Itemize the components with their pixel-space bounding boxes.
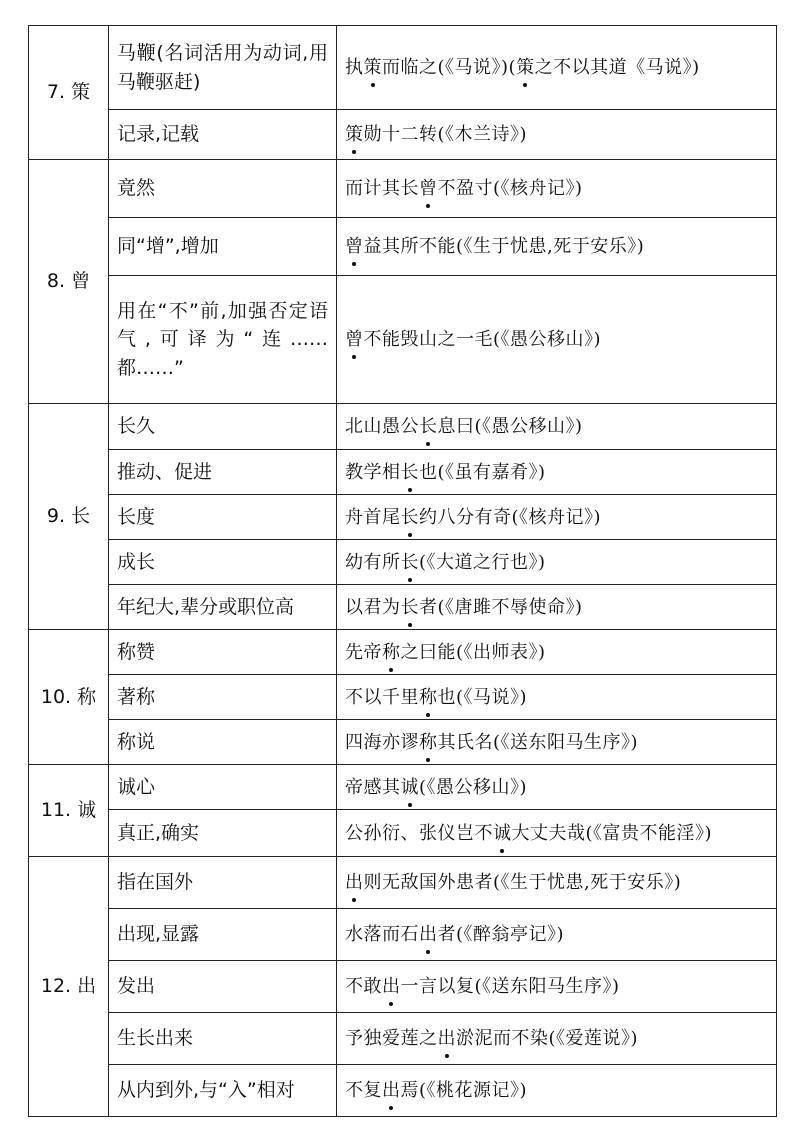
emphasized-character: 出	[419, 921, 438, 948]
example-cell	[337, 765, 777, 810]
example-cell	[337, 585, 777, 630]
example-text: (《大道之行也》)	[419, 551, 546, 573]
table-row	[29, 909, 777, 961]
emphasized-character: 长	[401, 459, 420, 486]
meaning-cell: 称赞	[109, 630, 337, 675]
example-text: 益其所不能(《生于忧患,死于安乐》)	[363, 236, 645, 257]
emphasized-character: 称	[419, 684, 438, 711]
example-text: 而临之(《马说》)(	[382, 57, 517, 78]
example-text: 则无敌国外患者(《生于忧患,死于安乐》)	[363, 872, 682, 893]
example-cell	[337, 26, 777, 110]
table-row	[29, 675, 777, 720]
headword-cell: 9. 长	[29, 404, 109, 630]
example-text: 约八分有奇(《核舟记》)	[419, 506, 602, 528]
table-row	[29, 961, 777, 1013]
example-cell	[337, 909, 777, 961]
emphasized-character: 出	[382, 973, 401, 1000]
headword-cell: 11. 诚	[29, 765, 109, 857]
emphasized-character: 长	[401, 594, 420, 621]
example-text: 予独爱莲之	[345, 1028, 438, 1049]
example-cell	[337, 675, 777, 720]
example-text: 水落而石	[345, 924, 419, 945]
table-row	[29, 1065, 777, 1117]
example-cell	[337, 218, 777, 276]
meaning-cell: 指在国外	[109, 857, 337, 909]
meaning-cell: 推动、促进	[109, 450, 337, 495]
example-text: 以君为	[345, 596, 401, 618]
meaning-cell: 长久	[109, 404, 337, 450]
example-cell	[337, 160, 777, 218]
example-cell	[337, 276, 777, 404]
table-row	[29, 540, 777, 585]
meaning-cell: 竟然	[109, 160, 337, 218]
example-text: 不以千里	[345, 686, 419, 708]
example-text: 而计其长	[345, 178, 419, 199]
table-row	[29, 630, 777, 675]
example-text: 息曰(《愚公移山》)	[437, 416, 583, 437]
example-text: 其氏名(《送东阳马生序》)	[437, 731, 639, 753]
table-row	[29, 276, 777, 404]
meaning-cell: 用在“不”前,加强否定语气,可译为“连……都……”	[109, 276, 337, 404]
emphasized-character: 诚	[401, 774, 420, 801]
example-text: 不盈寸(《核舟记》)	[437, 178, 583, 199]
example-text: 之不以其道《马说》)	[534, 57, 700, 78]
meaning-cell: 出现,显露	[109, 909, 337, 961]
example-text: 勋十二转(《木兰诗》)	[363, 124, 528, 145]
meaning-cell: 发出	[109, 961, 337, 1013]
table-row	[29, 720, 777, 765]
table-row	[29, 110, 777, 160]
example-cell	[337, 1013, 777, 1065]
headword-cell: 7. 策	[29, 26, 109, 160]
example-cell	[337, 110, 777, 160]
meaning-cell: 马鞭(名词活用为动词,用马鞭驱赶)	[109, 26, 337, 110]
example-text: 公孙衍、张仪岂不	[345, 822, 493, 844]
table-row	[29, 810, 777, 857]
headword-cell: 10. 称	[29, 630, 109, 765]
example-cell	[337, 630, 777, 675]
emphasized-character: 长	[401, 504, 420, 531]
vocabulary-table	[28, 25, 777, 1117]
emphasized-character: 诚	[493, 820, 512, 847]
meaning-cell: 称说	[109, 720, 337, 765]
meaning-cell: 记录,记载	[109, 110, 337, 160]
example-cell	[337, 404, 777, 450]
table-row	[29, 1013, 777, 1065]
example-text: 幼有所	[345, 551, 401, 573]
emphasized-character: 曾	[345, 233, 364, 260]
example-cell	[337, 495, 777, 540]
meaning-cell: 从内到外,与“入”相对	[109, 1065, 337, 1117]
example-text: 执	[345, 57, 364, 78]
example-text: 先帝	[345, 641, 382, 663]
emphasized-character: 称	[382, 639, 401, 666]
meaning-cell: 真正,确实	[109, 810, 337, 857]
example-text: 不复	[345, 1080, 382, 1101]
emphasized-character: 出	[382, 1077, 401, 1104]
table-row	[29, 585, 777, 630]
table-row	[29, 404, 777, 450]
meaning-cell: 长度	[109, 495, 337, 540]
table-row	[29, 26, 777, 110]
example-text: 教学相	[345, 461, 401, 483]
table-row	[29, 160, 777, 218]
example-text: 不能毁山之一毛(《愚公移山》)	[363, 329, 602, 350]
example-text: 焉(《桃花源记》)	[400, 1080, 528, 1101]
table-row	[29, 218, 777, 276]
emphasized-character: 策	[364, 54, 383, 81]
emphasized-character: 出	[438, 1025, 457, 1052]
example-text: 北山愚公	[345, 416, 419, 437]
meaning-cell: 著称	[109, 675, 337, 720]
table-row	[29, 450, 777, 495]
example-text: 舟首尾	[345, 506, 401, 528]
meaning-cell: 诚心	[109, 765, 337, 810]
emphasized-character: 策	[516, 54, 535, 81]
emphasized-character: 策	[345, 121, 364, 148]
example-text: 一言以复(《送东阳马生序》)	[400, 976, 620, 997]
example-text: 四海亦谬	[345, 731, 419, 753]
emphasized-character: 长	[419, 413, 438, 440]
example-text: 之曰能(《出师表》)	[400, 641, 546, 663]
example-cell	[337, 720, 777, 765]
meaning-cell: 年纪大,辈分或职位高	[109, 585, 337, 630]
headword-cell: 12. 出	[29, 857, 109, 1117]
emphasized-character: 称	[419, 729, 438, 756]
table-row	[29, 765, 777, 810]
meaning-cell: 同“增”,增加	[109, 218, 337, 276]
example-cell	[337, 961, 777, 1013]
table-body	[29, 26, 777, 1117]
table-row	[29, 495, 777, 540]
example-text: 帝感其	[345, 776, 401, 798]
table-row	[29, 857, 777, 909]
example-text: 淤泥而不染(《爱莲说》)	[456, 1028, 639, 1049]
headword-cell: 8. 曾	[29, 160, 109, 404]
example-cell	[337, 450, 777, 495]
meaning-cell: 生长出来	[109, 1013, 337, 1065]
emphasized-character: 长	[401, 549, 420, 576]
example-text: 大丈夫哉(《富贵不能淫》)	[511, 822, 713, 844]
example-text: 也(《虽有嘉肴》)	[419, 461, 546, 483]
example-text: (《愚公移山》)	[419, 776, 528, 798]
emphasized-character: 出	[345, 869, 364, 896]
example-text: 也(《马说》)	[437, 686, 528, 708]
meaning-cell: 成长	[109, 540, 337, 585]
example-text: 不敢	[345, 976, 382, 997]
example-cell	[337, 810, 777, 857]
example-text: 者(《醉翁亭记》)	[437, 924, 565, 945]
emphasized-character: 曾	[345, 326, 364, 353]
example-cell	[337, 540, 777, 585]
example-cell	[337, 857, 777, 909]
example-text: 者(《唐雎不辱使命》)	[419, 596, 583, 618]
example-cell	[337, 1065, 777, 1117]
emphasized-character: 曾	[419, 175, 438, 202]
